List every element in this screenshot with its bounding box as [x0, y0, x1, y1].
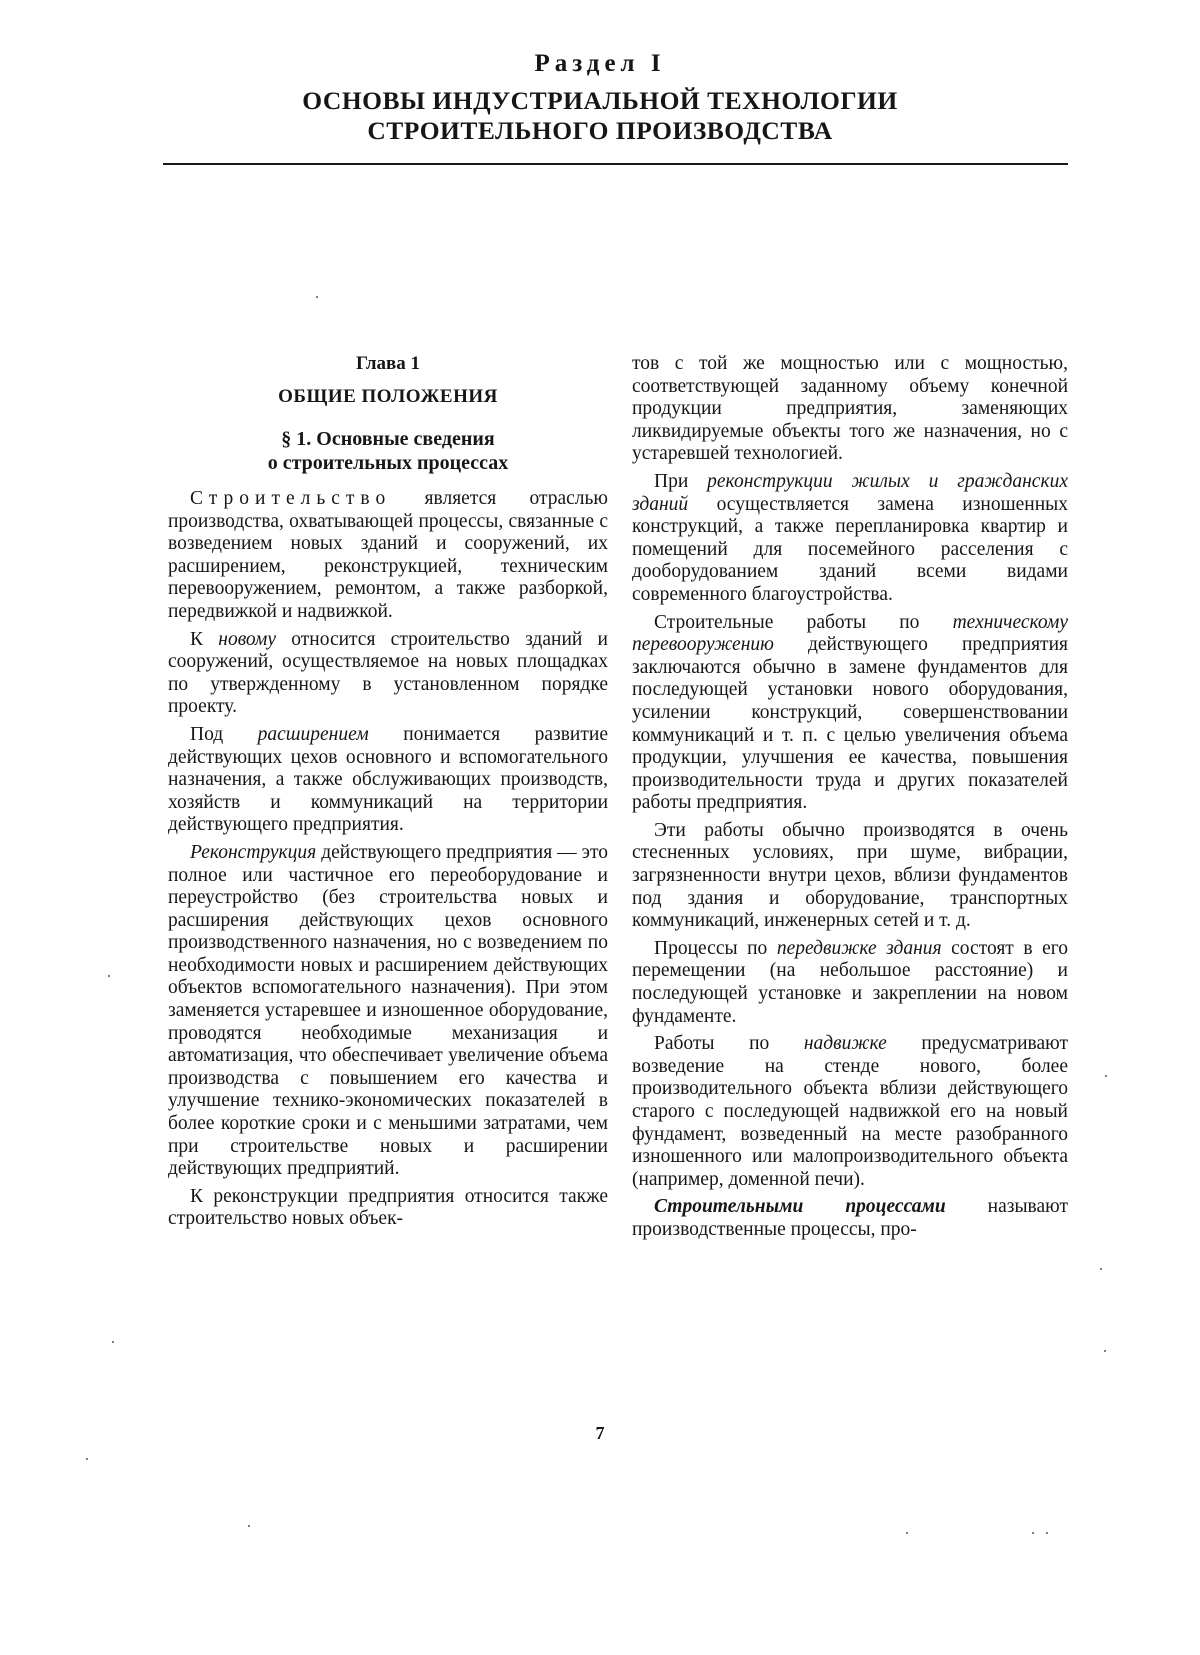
scan-speck — [248, 1525, 250, 1527]
scan-speck — [906, 1532, 908, 1534]
paragraph-text: является отраслью производства, охватывающей процессы, связанные с возведением новых зданий и сооружений, их расширением, реконструкцией, техническим перевооружением, ремонтом, а также разборкой, передвижкой и надвижкой. — [168, 488, 608, 622]
scan-speck — [1100, 1268, 1102, 1270]
paragraph — [632, 471, 1068, 607]
scan-speck — [86, 1458, 88, 1460]
paragraph — [632, 820, 1068, 933]
paragraph-text: осуществляется замена изношенных конструкций, а также перепланировка квартир и помещений для посемейного расселения с дооборудованием зданий всеми видами современного благоустройства. — [632, 493, 1068, 605]
paragraph-text: действующего предприятия заключаются обычно в замене фундаментов для последующей установки нового оборудования, усилении конструкций, совершенствовании коммуникаций и т. п. с целью увеличения объема продукции, улучшения ее качества, повышения производительности труда и других показателей работы предприятия. — [632, 634, 1068, 814]
paragraph — [168, 488, 608, 624]
paragraph-text: состоят в его перемещении (на небольшое расстояние) и последующей установке и закреплении на новом фундаменте. — [632, 937, 1068, 1027]
part-title-line-1: ОСНОВЫ ИНДУСТРИАЛЬНОЙ ТЕХНОЛОГИИ — [302, 86, 898, 115]
scan-speck — [1046, 1532, 1048, 1534]
paragraph-text: Эти работы обычно производятся в очень стесненных условиях, при шуме, вибрации, загрязненности внутри цехов, вблизи фундаментов под здания и оборудование, транспортных коммуникаций, инженерных сетей и т. д. — [632, 819, 1068, 932]
italic-term: реконструкции жилых и гражданских зданий — [632, 470, 1068, 515]
paragraph-text: предусматривают возведение на стенде нового, более производительного объекта вблизи действующего старого с последующей надвижкой его на новый фундамент, возведенный на месте разобранного изношенного или малопроизводительного объекта (например, доменной печи). — [632, 1033, 1068, 1190]
paragraph-text: К — [190, 628, 219, 650]
paragraph — [168, 1186, 608, 1231]
right-column — [632, 353, 1068, 1242]
spaced-term: Строительство — [190, 488, 392, 509]
chapter-label: Глава 1 — [355, 353, 421, 374]
scan-speck — [112, 1341, 114, 1343]
paragraph-text: Строительные работы по — [654, 611, 953, 633]
bold-italic-term: Строительными процессами — [654, 1196, 946, 1218]
page-number: 7 — [595, 1423, 605, 1443]
section-heading-line-2: о строительных процессах — [267, 452, 509, 474]
paragraph — [168, 724, 608, 837]
paragraph-text: тов с той же мощностью или с мощностью, соответствующей заданному объему конечной продукции предприятия, заменяющих ликвидируемые объекты того же назначения, но с устаревшей технологией. — [632, 353, 1068, 465]
paragraph — [168, 842, 608, 1181]
paragraph — [632, 1196, 1068, 1241]
scan-speck — [1105, 1075, 1107, 1077]
paragraph-text: К реконструкции предприятия относится также строительство новых объек- — [168, 1185, 608, 1230]
scan-speck — [108, 975, 110, 977]
part-title-line-2: СТРОИТЕЛЬНОГО ПРОИЗВОДСТВА — [367, 116, 833, 145]
paragraph-text: понимается развитие действующих цехов основного и вспомогательного назначения, а также обслуживающих производств, хозяйств и коммуникаций на территории действующего предприятия. — [168, 723, 608, 836]
section-label: Раздел I — [534, 50, 666, 77]
scan-speck — [1104, 1350, 1106, 1352]
header-rule — [163, 163, 1068, 165]
chapter-title: ОБЩИЕ ПОЛОЖЕНИЯ — [278, 386, 498, 407]
paragraph — [632, 353, 1068, 466]
section-heading-line-1: § 1. Основные сведения — [281, 428, 495, 450]
italic-term: надвижке — [803, 1033, 887, 1055]
paragraph-text: Процессы по — [654, 937, 777, 959]
left-column — [168, 352, 608, 1231]
italic-term: новому — [218, 628, 277, 650]
italic-term: техническому перевооружению — [632, 611, 1068, 656]
paragraph — [632, 612, 1068, 815]
scan-speck — [316, 296, 318, 298]
italic-term: передвижке здания — [776, 937, 942, 959]
paragraph — [168, 629, 608, 719]
section-heading — [168, 427, 608, 475]
paragraph — [632, 938, 1068, 1028]
paragraph-text: Под — [190, 723, 258, 745]
paragraph — [632, 1033, 1068, 1191]
paragraph-text: Работы по — [654, 1033, 804, 1055]
paragraph-text: называют производственные процессы, про- — [632, 1196, 1068, 1240]
part-title — [0, 86, 1200, 146]
italic-term: расширением — [257, 723, 369, 745]
paragraph-text: относится строительство зданий и сооружений, осуществляемое на новых площадках по утвержденному в установленном порядке проекту. — [168, 628, 608, 718]
paragraph-text: При — [654, 470, 708, 492]
italic-term: Реконструкция — [190, 841, 317, 863]
scan-speck — [1032, 1532, 1034, 1534]
paragraph-text: действующего предприятия — это полное или частичное его переоборудование и переустройство (без строительства новых и расширения действующих цехов основного производственного назначения, но с возведением по необходимости новых и расширением действующих объектов вспомогательного назначения). При этом заменяется устаревшее и изношенное оборудование, проводятся необходимые механизация и автоматизация, что обеспечивает увеличение объема производства с повышением его качества и улучшение технико-экономических показателей в более короткие сроки и с меньшими затратами, чем при строительстве новых и расширении действующих предприятий. — [168, 841, 608, 1180]
